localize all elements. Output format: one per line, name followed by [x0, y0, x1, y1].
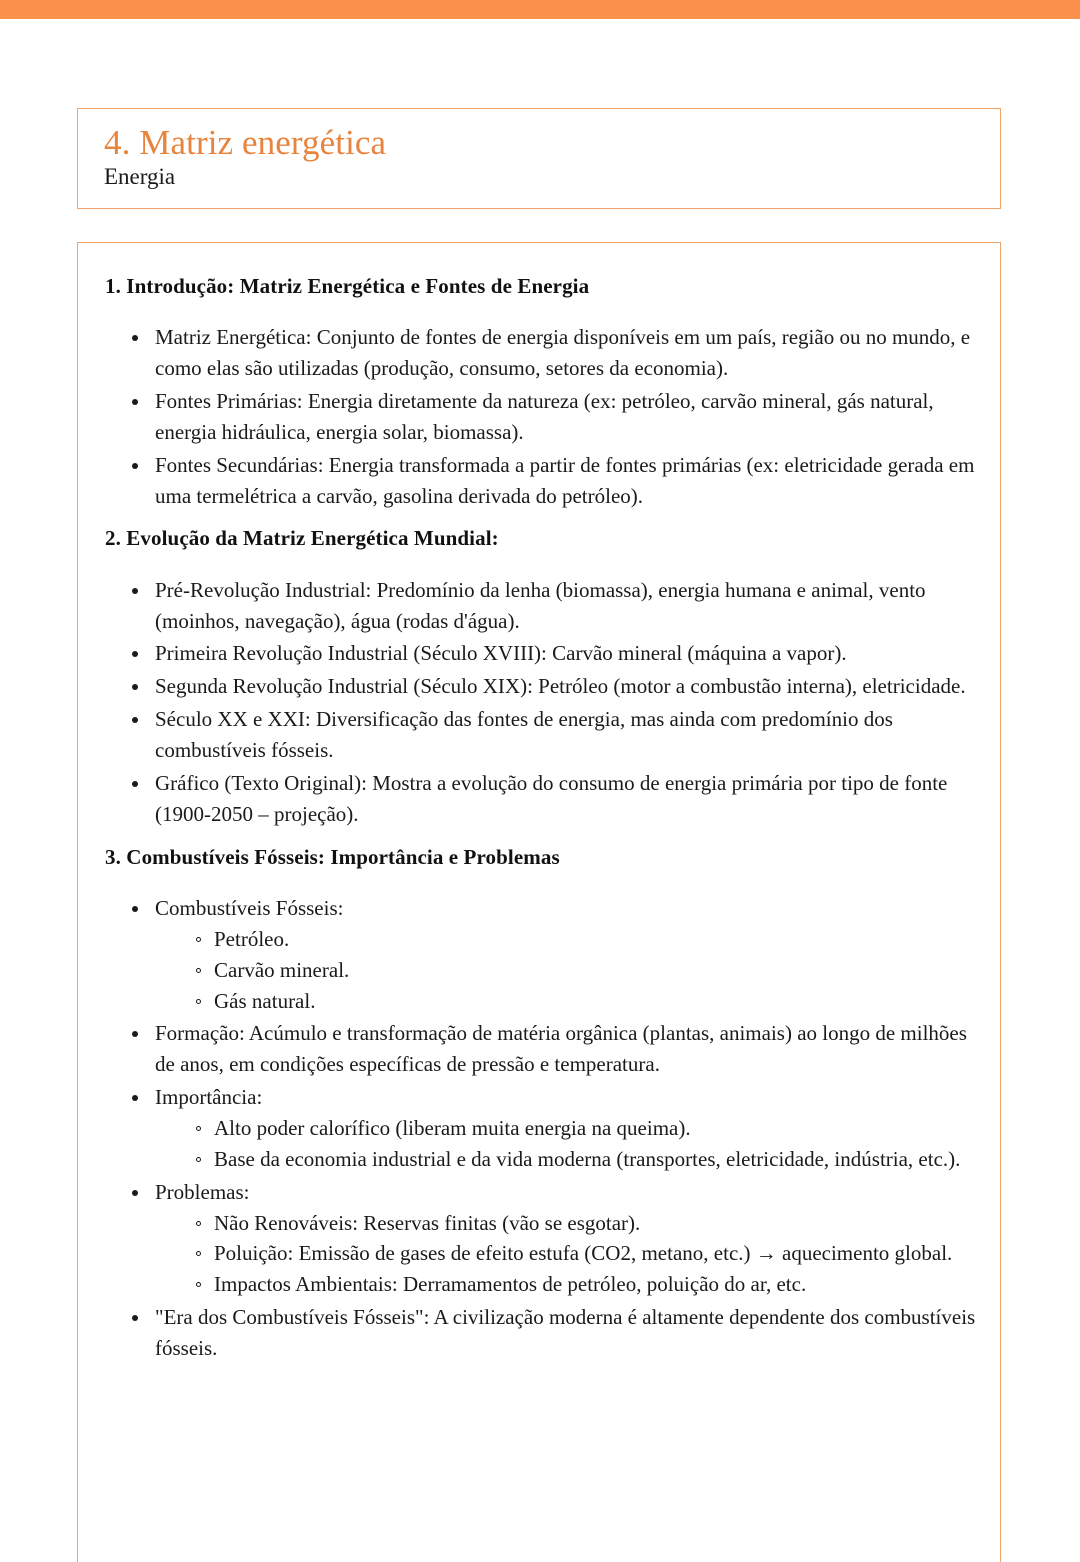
- sub-list-item: Petróleo.: [196, 924, 978, 955]
- document-section: [105, 273, 978, 511]
- document-section: [105, 525, 978, 829]
- sub-bullet-list: [155, 924, 978, 1017]
- list-item: [125, 322, 978, 384]
- sub-list-item: Alto poder calorífico (liberam muita energia na queima).: [196, 1113, 978, 1144]
- list-item: [125, 893, 978, 1016]
- list-item-text: Fontes Secundárias: Energia transformada a partir de fontes primárias (ex: eletricidade gerada em uma termelétrica a carvão, gasolina derivada do petróleo).: [155, 452, 975, 508]
- list-item: [125, 386, 978, 448]
- list-item: [125, 575, 978, 637]
- list-item: [125, 1082, 978, 1175]
- list-item-text: Combustíveis Fósseis:: [155, 895, 344, 920]
- sub-list-item: Carvão mineral.: [196, 955, 978, 986]
- sub-bullet-list: [155, 1208, 978, 1301]
- bullet-list: [105, 575, 978, 830]
- list-item-text: Fontes Primárias: Energia diretamente da natureza (ex: petróleo, carvão mineral, gás natural, energia hidráulica, energia solar, biomassa).: [155, 389, 934, 444]
- sub-list-item: Poluição: Emissão de gases de efeito estufa (CO2, metano, etc.) → aquecimento global.: [196, 1238, 978, 1269]
- sections-container: [105, 273, 978, 1364]
- list-item-text: Gráfico (Texto Original): Mostra a evolução do consumo de energia primária por tipo de fonte (1900-2050 – projeção).: [155, 770, 948, 826]
- sub-list-item: Base da economia industrial e da vida moderna (transportes, eletricidade, indústria, etc.).: [196, 1144, 978, 1175]
- list-item-text: "Era dos Combustíveis Fósseis": A civilização moderna é altamente dependente dos combustíveis fósseis.: [155, 1305, 976, 1360]
- list-item: [125, 1302, 978, 1364]
- list-item: [125, 638, 978, 669]
- page-subtitle: Energia: [104, 164, 176, 190]
- document-section: [105, 844, 978, 1364]
- list-item-text: Matriz Energética: Conjunto de fontes de energia disponíveis em um país, região ou no mundo, e como elas são utilizadas (produção, consumo, setores da economia).: [155, 325, 971, 381]
- list-item: [125, 1018, 978, 1080]
- list-item: [125, 1177, 978, 1300]
- list-item-text: Pré-Revolução Industrial: Predomínio da lenha (biomassa), energia humana e animal, vento (moinhos, navegação), água (rodas d'água).: [155, 577, 926, 633]
- sub-list-item: Impactos Ambientais: Derramamentos de petróleo, poluição do ar, etc.: [196, 1269, 978, 1300]
- section-heading: 2. Evolução da Matriz Energética Mundial:: [105, 526, 499, 551]
- list-item-text: Século XX e XXI: Diversificação das fontes de energia, mas ainda com predomínio dos combustíveis fósseis.: [155, 707, 893, 763]
- title-card: [77, 108, 1001, 209]
- section-heading: 3. Combustíveis Fósseis: Importância e Problemas: [105, 844, 560, 869]
- document-page: [0, 19, 1080, 1528]
- list-item-text: Primeira Revolução Industrial (Século XVIII): Carvão mineral (máquina a vapor).: [155, 641, 847, 666]
- list-item-text: Importância:: [155, 1085, 263, 1110]
- top-accent-bar: [0, 0, 1080, 19]
- list-item: [125, 704, 978, 766]
- list-item-text: Problemas:: [155, 1179, 250, 1204]
- list-item: [125, 450, 978, 512]
- section-heading: 1. Introdução: Matriz Energética e Fontes de Energia: [105, 274, 590, 298]
- list-item: [125, 671, 978, 702]
- sub-bullet-list: [155, 1113, 978, 1175]
- bullet-list: [105, 322, 978, 511]
- page-title: 4. Matriz energética: [104, 123, 387, 162]
- sub-list-item: Gás natural.: [196, 986, 978, 1017]
- sub-list-item: Não Renováveis: Reservas finitas (vão se esgotar).: [196, 1208, 978, 1239]
- bullet-list: [105, 893, 978, 1364]
- list-item-text: Segunda Revolução Industrial (Século XIX): Petróleo (motor a combustão interna), eletricidade.: [155, 674, 966, 699]
- list-item-text: Formação: Acúmulo e transformação de matéria orgânica (plantas, animais) ao longo de milhões de anos, em condições específicas de pressão e temperatura.: [155, 1021, 967, 1077]
- document-body-card: [77, 242, 1001, 1562]
- list-item: [125, 768, 978, 830]
